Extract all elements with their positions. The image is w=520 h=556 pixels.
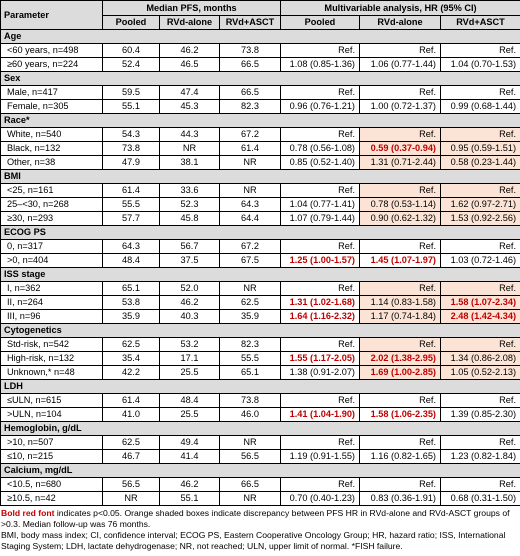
col-header: RVd-alone bbox=[160, 16, 220, 30]
hazard-ratio-cell: 0.95 (0.59-1.51) bbox=[441, 142, 520, 156]
section-row bbox=[1, 72, 520, 86]
table-header bbox=[1, 1, 520, 30]
median-pfs-cell: 60.4 bbox=[103, 44, 160, 58]
row-label: Female, n=305 bbox=[1, 100, 103, 114]
hazard-ratio-cell: 1.31 (1.02-1.68) bbox=[281, 296, 360, 310]
hazard-ratio-cell: Ref. bbox=[281, 128, 360, 142]
median-pfs-cell: 46.7 bbox=[103, 450, 160, 464]
median-pfs-cell: 25.5 bbox=[160, 408, 220, 422]
median-pfs-cell: 56.7 bbox=[160, 240, 220, 254]
hazard-ratio-cell: 1.62 (0.97-2.71) bbox=[441, 198, 520, 212]
row-label: White, n=540 bbox=[1, 128, 103, 142]
row-label: I, n=362 bbox=[1, 282, 103, 296]
hazard-ratio-cell: 2.02 (1.38-2.95) bbox=[360, 352, 441, 366]
median-pfs-cell: 17.1 bbox=[160, 352, 220, 366]
hazard-ratio-cell: Ref. bbox=[441, 478, 520, 492]
median-pfs-cell: NR bbox=[220, 156, 281, 170]
section-row bbox=[1, 114, 520, 128]
table-row bbox=[1, 44, 520, 58]
hazard-ratio-cell: Ref. bbox=[441, 338, 520, 352]
row-label: Male, n=417 bbox=[1, 86, 103, 100]
median-pfs-cell: 73.8 bbox=[220, 44, 281, 58]
footnote-bold-label: Bold red font bbox=[1, 508, 55, 518]
hazard-ratio-cell: 1.00 (0.72-1.37) bbox=[360, 100, 441, 114]
table-row bbox=[1, 450, 520, 464]
median-pfs-cell: 64.3 bbox=[220, 198, 281, 212]
row-label: Black, n=132 bbox=[1, 142, 103, 156]
row-label: <10.5, n=680 bbox=[1, 478, 103, 492]
table-row bbox=[1, 156, 520, 170]
median-pfs-cell: 65.1 bbox=[220, 366, 281, 380]
row-label: Std-risk, n=542 bbox=[1, 338, 103, 352]
median-pfs-cell: 67.5 bbox=[220, 254, 281, 268]
median-pfs-cell: 53.8 bbox=[103, 296, 160, 310]
hazard-ratio-cell: 0.78 (0.56-1.08) bbox=[281, 142, 360, 156]
row-label: III, n=96 bbox=[1, 310, 103, 324]
section-row bbox=[1, 268, 520, 282]
hazard-ratio-cell: 0.83 (0.36-1.91) bbox=[360, 492, 441, 506]
hazard-ratio-cell: Ref. bbox=[281, 338, 360, 352]
row-label: ≤10, n=215 bbox=[1, 450, 103, 464]
hazard-ratio-cell: Ref. bbox=[360, 128, 441, 142]
median-pfs-cell: 46.2 bbox=[160, 296, 220, 310]
section-row bbox=[1, 226, 520, 240]
median-pfs-cell: 62.5 bbox=[103, 436, 160, 450]
row-label: >0, n=404 bbox=[1, 254, 103, 268]
median-pfs-cell: 67.2 bbox=[220, 240, 281, 254]
section-title: ISS stage bbox=[1, 268, 520, 282]
median-pfs-cell: 67.2 bbox=[220, 128, 281, 142]
hazard-ratio-cell: 1.04 (0.70-1.53) bbox=[441, 58, 520, 72]
col-header: Pooled bbox=[281, 16, 360, 30]
hazard-ratio-cell: Ref. bbox=[281, 86, 360, 100]
section-title: BMI bbox=[1, 170, 520, 184]
median-pfs-cell: 61.4 bbox=[220, 142, 281, 156]
median-pfs-cell: 52.0 bbox=[160, 282, 220, 296]
median-pfs-cell: 66.5 bbox=[220, 478, 281, 492]
hazard-ratio-cell: 1.45 (1.07-1.97) bbox=[360, 254, 441, 268]
hazard-ratio-cell: Ref. bbox=[281, 394, 360, 408]
multivariable-header: Multivariable analysis, HR (95% CI) bbox=[281, 1, 520, 16]
median-pfs-cell: 40.3 bbox=[160, 310, 220, 324]
section-row bbox=[1, 380, 520, 394]
hazard-ratio-cell: 1.23 (0.82-1.84) bbox=[441, 450, 520, 464]
hazard-ratio-cell: 0.70 (0.40-1.23) bbox=[281, 492, 360, 506]
hazard-ratio-cell: Ref. bbox=[441, 394, 520, 408]
hazard-ratio-cell: 1.34 (0.86-2.08) bbox=[441, 352, 520, 366]
median-pfs-cell: 66.5 bbox=[220, 86, 281, 100]
median-pfs-cell: 64.4 bbox=[220, 212, 281, 226]
hazard-ratio-cell: Ref. bbox=[360, 240, 441, 254]
hazard-ratio-cell: Ref. bbox=[281, 240, 360, 254]
median-pfs-cell: 82.3 bbox=[220, 100, 281, 114]
median-pfs-cell: 47.4 bbox=[160, 86, 220, 100]
table-row bbox=[1, 184, 520, 198]
hazard-ratio-cell: 1.39 (0.85-2.30) bbox=[441, 408, 520, 422]
median-pfs-cell: NR bbox=[160, 142, 220, 156]
table-row bbox=[1, 254, 520, 268]
median-pfs-cell: NR bbox=[220, 282, 281, 296]
row-label: Unknown,* n=48 bbox=[1, 366, 103, 380]
median-pfs-cell: 55.1 bbox=[160, 492, 220, 506]
parameter-header: Parameter bbox=[1, 1, 103, 30]
hazard-ratio-cell: 1.25 (1.00-1.57) bbox=[281, 254, 360, 268]
hazard-ratio-cell: 1.08 (0.85-1.36) bbox=[281, 58, 360, 72]
col-header: RVd-alone bbox=[360, 16, 441, 30]
row-label: II, n=264 bbox=[1, 296, 103, 310]
row-label: High-risk, n=132 bbox=[1, 352, 103, 366]
hazard-ratio-cell: 1.38 (0.91-2.07) bbox=[281, 366, 360, 380]
hazard-ratio-cell: 0.90 (0.62-1.32) bbox=[360, 212, 441, 226]
hazard-ratio-cell: Ref. bbox=[281, 436, 360, 450]
table-row bbox=[1, 310, 520, 324]
hazard-ratio-cell: 1.31 (0.71-2.44) bbox=[360, 156, 441, 170]
hazard-ratio-cell: Ref. bbox=[360, 394, 441, 408]
hazard-ratio-cell: Ref. bbox=[281, 478, 360, 492]
hazard-ratio-cell: Ref. bbox=[441, 86, 520, 100]
footnote-text: indicates p<0.05. Orange shaded boxes indicate discrepancy between PFS HR in RVd-alone and RVd-ASCT groups of >0.3. Median follow-up was 76 months. bbox=[1, 508, 510, 529]
median-pfs-cell: 55.5 bbox=[103, 198, 160, 212]
row-label: <60 years, n=498 bbox=[1, 44, 103, 58]
table-row bbox=[1, 128, 520, 142]
median-pfs-cell: 73.8 bbox=[103, 142, 160, 156]
median-pfs-cell: NR bbox=[220, 492, 281, 506]
hazard-ratio-cell: 1.03 (0.72-1.46) bbox=[441, 254, 520, 268]
section-title: Age bbox=[1, 30, 520, 44]
section-row bbox=[1, 422, 520, 436]
table-row bbox=[1, 282, 520, 296]
hazard-ratio-cell: 0.58 (0.23-1.44) bbox=[441, 156, 520, 170]
section-title: Sex bbox=[1, 72, 520, 86]
median-pfs-cell: 64.3 bbox=[103, 240, 160, 254]
median-pfs-cell: 62.5 bbox=[220, 296, 281, 310]
median-pfs-cell: NR bbox=[220, 436, 281, 450]
table-row bbox=[1, 436, 520, 450]
median-pfs-cell: 45.3 bbox=[160, 100, 220, 114]
median-pfs-cell: 57.7 bbox=[103, 212, 160, 226]
table-row bbox=[1, 366, 520, 380]
section-title: LDH bbox=[1, 380, 520, 394]
row-label: >10, n=507 bbox=[1, 436, 103, 450]
table-row bbox=[1, 240, 520, 254]
median-pfs-cell: 48.4 bbox=[160, 394, 220, 408]
median-pfs-cell: 42.2 bbox=[103, 366, 160, 380]
hazard-ratio-cell: 1.05 (0.52-2.13) bbox=[441, 366, 520, 380]
table-row bbox=[1, 86, 520, 100]
row-label: ≤ULN, n=615 bbox=[1, 394, 103, 408]
section-title: Calcium, mg/dL bbox=[1, 464, 520, 478]
hazard-ratio-cell: Ref. bbox=[360, 282, 441, 296]
hazard-ratio-cell: Ref. bbox=[441, 240, 520, 254]
table-row bbox=[1, 394, 520, 408]
hazard-ratio-cell: 0.85 (0.52-1.40) bbox=[281, 156, 360, 170]
table-row bbox=[1, 478, 520, 492]
hazard-ratio-cell: 1.19 (0.91-1.55) bbox=[281, 450, 360, 464]
median-pfs-cell: 61.4 bbox=[103, 394, 160, 408]
hazard-ratio-cell: Ref. bbox=[441, 184, 520, 198]
hazard-ratio-cell: Ref. bbox=[281, 184, 360, 198]
hazard-ratio-cell: Ref. bbox=[360, 184, 441, 198]
median-pfs-cell: 35.9 bbox=[220, 310, 281, 324]
table-row bbox=[1, 142, 520, 156]
hazard-ratio-cell: Ref. bbox=[360, 478, 441, 492]
hazard-ratio-cell: Ref. bbox=[360, 86, 441, 100]
median-pfs-cell: 35.4 bbox=[103, 352, 160, 366]
hazard-ratio-cell: 1.58 (1.07-2.34) bbox=[441, 296, 520, 310]
median-pfs-cell: 59.5 bbox=[103, 86, 160, 100]
hazard-ratio-cell: 1.16 (0.82-1.65) bbox=[360, 450, 441, 464]
table-body bbox=[1, 30, 520, 506]
hazard-ratio-cell: 1.14 (0.83-1.58) bbox=[360, 296, 441, 310]
hazard-ratio-cell: Ref. bbox=[441, 282, 520, 296]
section-title: ECOG PS bbox=[1, 226, 520, 240]
hazard-ratio-cell: 2.48 (1.42-4.34) bbox=[441, 310, 520, 324]
section-row bbox=[1, 464, 520, 478]
median-pfs-cell: 53.2 bbox=[160, 338, 220, 352]
median-pfs-cell: 54.3 bbox=[103, 128, 160, 142]
hazard-ratio-cell: Ref. bbox=[360, 436, 441, 450]
median-pfs-cell: 52.3 bbox=[160, 198, 220, 212]
median-pfs-cell: 25.5 bbox=[160, 366, 220, 380]
median-pfs-cell: 56.5 bbox=[220, 450, 281, 464]
footnote-abbreviations: BMI, body mass index; CI, confidence interval; ECOG PS, Eastern Cooperative Oncology Group; HR, hazard ratio; ISS, International Staging System; LDH, lactate dehydrogenase; NR, not reached; ULN, upper limit of normal. *FISH failure. bbox=[1, 530, 506, 551]
hazard-ratio-cell: Ref. bbox=[441, 436, 520, 450]
hazard-ratio-cell: 1.64 (1.16-2.32) bbox=[281, 310, 360, 324]
median-pfs-cell: 48.4 bbox=[103, 254, 160, 268]
table-row bbox=[1, 58, 520, 72]
median-pfs-cell: 46.0 bbox=[220, 408, 281, 422]
hazard-ratio-cell: 0.68 (0.31-1.50) bbox=[441, 492, 520, 506]
table-row bbox=[1, 408, 520, 422]
section-row bbox=[1, 324, 520, 338]
median-pfs-cell: 62.5 bbox=[103, 338, 160, 352]
hazard-ratio-cell: 0.99 (0.68-1.44) bbox=[441, 100, 520, 114]
median-pfs-cell: 41.4 bbox=[160, 450, 220, 464]
footnote bbox=[0, 506, 520, 552]
hazard-ratio-cell: Ref. bbox=[281, 44, 360, 58]
section-row bbox=[1, 170, 520, 184]
row-label: Other, n=38 bbox=[1, 156, 103, 170]
hazard-ratio-cell: 1.58 (1.06-2.35) bbox=[360, 408, 441, 422]
median-pfs-cell: NR bbox=[103, 492, 160, 506]
table-row bbox=[1, 492, 520, 506]
median-pfs-cell: 55.5 bbox=[220, 352, 281, 366]
table-row bbox=[1, 100, 520, 114]
median-pfs-cell: 47.9 bbox=[103, 156, 160, 170]
section-row bbox=[1, 30, 520, 44]
median-pfs-cell: 33.6 bbox=[160, 184, 220, 198]
col-header: Pooled bbox=[103, 16, 160, 30]
col-header: RVd+ASCT bbox=[441, 16, 520, 30]
median-pfs-cell: 46.5 bbox=[160, 58, 220, 72]
hazard-ratio-cell: 1.53 (0.92-2.56) bbox=[441, 212, 520, 226]
median-pfs-cell: 46.2 bbox=[160, 478, 220, 492]
median-pfs-cell: 52.4 bbox=[103, 58, 160, 72]
hazard-ratio-cell: 1.17 (0.74-1.84) bbox=[360, 310, 441, 324]
hazard-ratio-cell: 1.04 (0.77-1.41) bbox=[281, 198, 360, 212]
hazard-ratio-cell: 1.55 (1.17-2.05) bbox=[281, 352, 360, 366]
hazard-ratio-cell: Ref. bbox=[281, 282, 360, 296]
median-pfs-cell: 55.1 bbox=[103, 100, 160, 114]
median-pfs-cell: 37.5 bbox=[160, 254, 220, 268]
median-pfs-cell: 66.5 bbox=[220, 58, 281, 72]
median-pfs-cell: 44.3 bbox=[160, 128, 220, 142]
section-title: Race* bbox=[1, 114, 520, 128]
median-pfs-cell: 41.0 bbox=[103, 408, 160, 422]
hazard-ratio-cell: 1.41 (1.04-1.90) bbox=[281, 408, 360, 422]
hazard-ratio-cell: Ref. bbox=[360, 44, 441, 58]
hazard-ratio-cell: Ref. bbox=[441, 44, 520, 58]
median-pfs-cell: 45.8 bbox=[160, 212, 220, 226]
hazard-ratio-cell: 0.59 (0.37-0.94) bbox=[360, 142, 441, 156]
hazard-ratio-cell: 0.78 (0.53-1.14) bbox=[360, 198, 441, 212]
median-pfs-cell: 46.2 bbox=[160, 44, 220, 58]
section-title: Cytogenetics bbox=[1, 324, 520, 338]
footnote-significance bbox=[1, 508, 519, 530]
median-pfs-cell: 35.9 bbox=[103, 310, 160, 324]
row-label: 0, n=317 bbox=[1, 240, 103, 254]
row-label: 25–<30, n=268 bbox=[1, 198, 103, 212]
row-label: >ULN, n=104 bbox=[1, 408, 103, 422]
table-row bbox=[1, 198, 520, 212]
median-pfs-cell: 56.5 bbox=[103, 478, 160, 492]
median-pfs-cell: 49.4 bbox=[160, 436, 220, 450]
table-row bbox=[1, 296, 520, 310]
table-row bbox=[1, 212, 520, 226]
hazard-ratio-cell: 1.06 (0.77-1.44) bbox=[360, 58, 441, 72]
table-row bbox=[1, 338, 520, 352]
hazard-ratio-cell: 1.69 (1.00-2.85) bbox=[360, 366, 441, 380]
row-label: <25, n=161 bbox=[1, 184, 103, 198]
row-label: ≥30, n=293 bbox=[1, 212, 103, 226]
col-header: RVd+ASCT bbox=[220, 16, 281, 30]
median-pfs-cell: 65.1 bbox=[103, 282, 160, 296]
section-title: Hemoglobin, g/dL bbox=[1, 422, 520, 436]
hazard-ratio-cell: Ref. bbox=[441, 128, 520, 142]
median-pfs-cell: 73.8 bbox=[220, 394, 281, 408]
median-pfs-cell: 38.1 bbox=[160, 156, 220, 170]
median-pfs-cell: 61.4 bbox=[103, 184, 160, 198]
row-label: ≥60 years, n=224 bbox=[1, 58, 103, 72]
hazard-ratio-cell: 0.96 (0.76-1.21) bbox=[281, 100, 360, 114]
table-row bbox=[1, 352, 520, 366]
hazard-ratio-cell: 1.07 (0.79-1.44) bbox=[281, 212, 360, 226]
hazard-ratio-cell: Ref. bbox=[360, 338, 441, 352]
median-pfs-cell: NR bbox=[220, 184, 281, 198]
median-pfs-header: Median PFS, months bbox=[103, 1, 281, 16]
row-label: ≥10.5, n=42 bbox=[1, 492, 103, 506]
median-pfs-cell: 82.3 bbox=[220, 338, 281, 352]
